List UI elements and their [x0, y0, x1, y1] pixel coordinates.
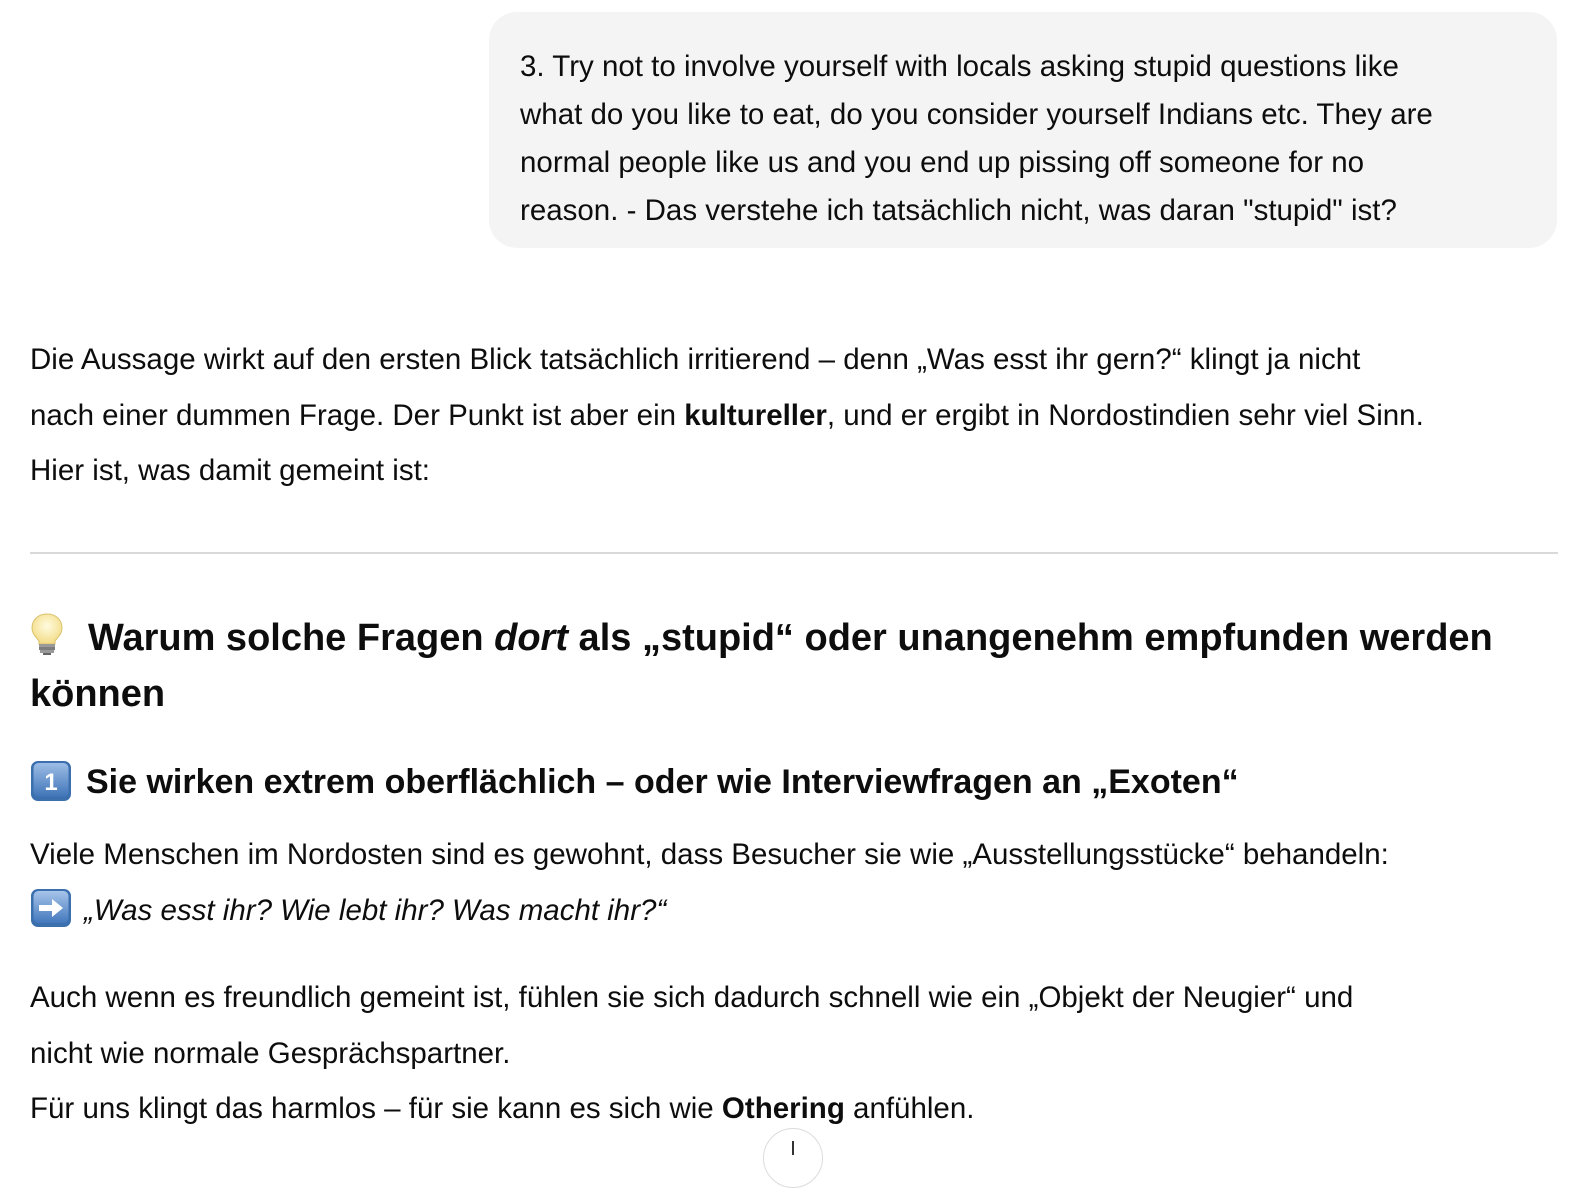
- section-heading: [30, 610, 1560, 722]
- scroll-to-bottom-button[interactable]: [763, 1128, 823, 1188]
- para2-italic-quote: „Was esst ihr? Wie lebt ihr? Was macht ihr?“: [84, 893, 667, 927]
- arrow-down-icon: [792, 1141, 794, 1155]
- para3-line: Auch wenn es freundlich gemeint ist, fühlen sie sich dadurch schnell wie ein „Objekt der Neugier“ und: [30, 981, 1354, 1014]
- heading-text: als „stupid“ oder unangenehm empfunden werden: [568, 617, 1493, 659]
- user-message-line: 3. Try not to involve yourself with locals asking stupid questions like: [520, 50, 1399, 83]
- right-arrow-icon: [30, 888, 72, 928]
- paragraph-3: [30, 970, 1560, 1137]
- para3-bold-text: Othering: [721, 1092, 845, 1125]
- subheading: [30, 756, 1560, 808]
- heading-line: können: [30, 673, 166, 715]
- heading-text: Warum solche Fragen: [88, 617, 495, 659]
- para3-line: nicht wie normale Gesprächspartner.: [30, 1036, 511, 1070]
- user-message-line: reason. - Das verstehe ich tatsächlich nicht, was daran "stupid" ist?: [520, 194, 1397, 227]
- para2-line: Viele Menschen im Nordosten sind es gewohnt, dass Besucher sie wie „Ausstellungsstücke“ behandeln:: [30, 838, 1389, 871]
- para2-line: [30, 883, 1560, 939]
- heading-line: [30, 610, 1560, 666]
- lightbulb-icon: [30, 610, 74, 666]
- heading-italic-text: dort: [494, 617, 568, 659]
- response-intro-paragraph: [30, 332, 1560, 499]
- user-message-line: what do you like to eat, do you consider yourself Indians etc. They are: [520, 98, 1433, 131]
- user-message-bubble: [489, 12, 1557, 248]
- keycap-number: 1: [44, 769, 58, 796]
- intro-line: [30, 388, 1560, 444]
- intro-line: Die Aussage wirkt auf den ersten Blick tatsächlich irritierend – denn „Was esst ihr gern?“ klingt ja nicht: [30, 343, 1361, 376]
- subheading-text: Sie wirken extrem oberflächlich – oder wie Interviewfragen an „Exoten“: [86, 763, 1239, 801]
- para3-text: Für uns klingt das harmlos – für sie kann es sich wie: [30, 1092, 722, 1125]
- user-message-line: normal people like us and you end up pissing off someone for no: [520, 146, 1365, 179]
- paragraph-2: [30, 827, 1560, 938]
- keycap-one-icon: [30, 760, 72, 802]
- intro-line: Hier ist, was damit gemeint ist:: [30, 454, 431, 487]
- para3-text: anfühlen.: [844, 1092, 975, 1125]
- intro-text: nach einer dummen Frage. Der Punkt ist aber ein: [30, 398, 685, 432]
- section-divider: [30, 552, 1558, 554]
- intro-bold-text: kultureller: [684, 398, 827, 432]
- intro-text: , und er ergibt in Nordostindien sehr viel Sinn.: [826, 398, 1424, 432]
